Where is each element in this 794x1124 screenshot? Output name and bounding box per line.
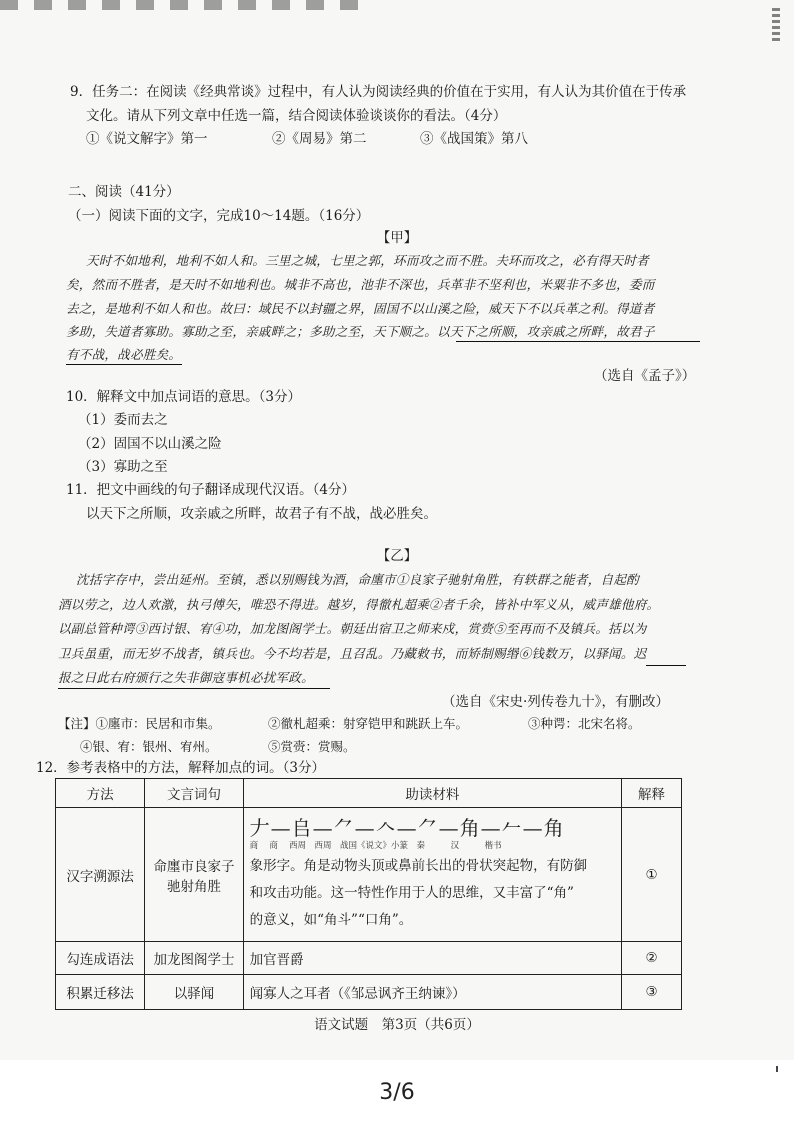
phrase-line: 驰射角胜 (166, 878, 221, 895)
q10-item-1: （1）委而去之 (78, 412, 168, 428)
passage-jia-source: （选自《孟子》） (594, 368, 696, 384)
table-row (56, 975, 682, 1010)
material-cell (243, 808, 621, 942)
scan-edge-marks (0, 0, 360, 10)
q11-stem: 11．把文中画线的句子翻译成现代汉语。（4分） (66, 482, 356, 498)
phrase-cell (145, 808, 243, 942)
material-line: 和攻击功能。这一特性作用于人的思维，又丰富了“角” (249, 885, 574, 901)
material-line: 的意义，如“角斗”“口角”。 (249, 912, 413, 928)
note-2: ②徹札超乘：射穿铠甲和跳跃上车。 (268, 716, 469, 731)
phrase-cell: 以驿闻 (145, 975, 243, 1010)
table-row (56, 808, 682, 942)
phrase-cell: 加龙图阁学士 (145, 942, 243, 975)
q9-line2: 文化。请从下列文章中任选一篇，结合阅读体验谈谈你的看法。（4分） (86, 108, 507, 124)
note-3: ③种谔：北宋名将。 (528, 716, 641, 731)
translation-underline (58, 688, 330, 689)
passage-yi-line: 报之日此右府颁行之失非御寇事机必扰军政。 (58, 670, 314, 685)
table-header-row (56, 779, 682, 808)
q10-stem: 10．解释文中加点词语的意思。（3分） (66, 389, 302, 405)
passage-yi-line: 卫兵虽重，而无岁不战者，镇兵也。今不均若是，且召乱。乃藏敕书，而矫制赐缗⑥钱数万，以驿闻。迟 (58, 646, 647, 661)
q9-option-3: ③《战国策》第八 (420, 131, 528, 147)
passage-jia-line: 矣，然而不胜者，是天时不如地利也。城非不高也，池非不深也，兵革非不坚利也，米粟非不多也，委而 (66, 277, 655, 292)
glyph-evolution: 𠂇—𠂤—⺈—𠆢—⺈—角—𠂉—角 (249, 816, 565, 840)
passage-jia-title: 【甲】 (376, 230, 418, 246)
passage-yi-title: 【乙】 (376, 548, 418, 564)
answer-cell: ② (622, 942, 682, 975)
material-line: 象形字。角是动物头顶或鼻前长出的骨状突起物，有防御 (249, 858, 588, 874)
passage-jia-line: 有不战，战必胜矣。 (66, 347, 182, 362)
section-heading: 二、阅读（41分） (68, 184, 180, 200)
q11-sentence: 以天下之所顺，攻亲戚之所畔，故君子有不战，战必胜矣。 (86, 506, 437, 522)
passage-jia-line: 去之，是地利不如人和也。故曰：域民不以封疆之界，固国不以山溪之险，威天下不以兵革之利。得道者 (66, 301, 655, 316)
method-cell: 勾连成语法 (56, 942, 145, 975)
note-5: ⑤赏赍：赏赐。 (268, 739, 356, 754)
glyph-captions: 商 商 西周 西周 战国《说文》小篆 秦 汉 楷书 (249, 841, 502, 851)
page-footer: 语文试题 第3页（共6页） (314, 1017, 480, 1033)
table-header: 文言词句 (145, 779, 243, 808)
table-header: 解释 (622, 779, 682, 808)
table-header: 助读材料 (243, 779, 621, 808)
phrase-line: 命廛市良家子 (153, 858, 235, 875)
answer-cell: ① (622, 808, 682, 942)
note-4: ④银、宥：银州、宥州。 (80, 739, 218, 754)
method-table (55, 778, 682, 1010)
section-subheading: （一）阅读下面的文字，完成10～14题。（16分） (68, 208, 370, 224)
binding-marks (772, 8, 780, 42)
answer-cell: ③ (622, 975, 682, 1010)
passage-jia-line: 天时不如地利，地利不如人和。三里之城，七里之郭，环而攻之而不胜。夫环而攻之，必有得天时者 (86, 253, 649, 268)
passage-yi-line: 以副总管种谔③西讨银、宥④功，加龙图阁学士。朝廷出宿卫之师来戍，赏赍⑤至再而不及镇兵。括以为 (58, 621, 647, 636)
material-cell: 加官晋爵 (243, 942, 621, 975)
q10-item-2: （2）固国不以山溪之险 (78, 436, 222, 452)
edge-mark (776, 1066, 778, 1072)
passage-jia-line: 多助，失道者寡助。寡助之至，亲戚畔之；多助之至，天下顺之。以天下之所顺，攻亲戚之所畔，故君子 (66, 324, 655, 339)
q9-option-1: ①《说文解字》第一 (86, 131, 208, 147)
method-cell: 积累迁移法 (56, 975, 145, 1010)
page-indicator: 3/6 (379, 1080, 415, 1105)
passage-yi-line: 沈括字存中，尝出延州。至镇，悉以别赐钱为酒，命廛市①良家子驰射角胜，有轶群之能者，自起酌 (76, 572, 639, 587)
translation-underline (456, 341, 700, 342)
q9-line1: 9．任务二：在阅读《经典常谈》过程中，有人认为阅读经典的价值在于实用，有人认为其价值在于传承 (70, 84, 687, 100)
q12-stem: 12．参考表格中的方法，解释加点的词。（3分） (36, 760, 326, 776)
material-cell: 闻寡人之耳者（《邹忌讽齐王纳谏》） (243, 975, 621, 1010)
passage-yi-source: （选自《宋史·列传卷九十》，有删改） (442, 694, 670, 710)
note-1: 【注】①廛市：民居和市集。 (58, 716, 221, 731)
translation-underline (646, 665, 686, 666)
passage-yi-line: 酒以劳之，边人欢激，执弓傅矢，唯恐不得进。越岁，得徹札超乘②者千余，皆补中军义从，威声雄他府。 (58, 597, 660, 612)
q9-option-2: ②《周易》第二 (272, 131, 367, 147)
translation-underline (66, 364, 182, 365)
table-row (56, 942, 682, 975)
table-header: 方法 (56, 779, 145, 808)
q10-item-3: （3）寡助之至 (78, 459, 168, 475)
method-cell: 汉字溯源法 (56, 808, 145, 942)
